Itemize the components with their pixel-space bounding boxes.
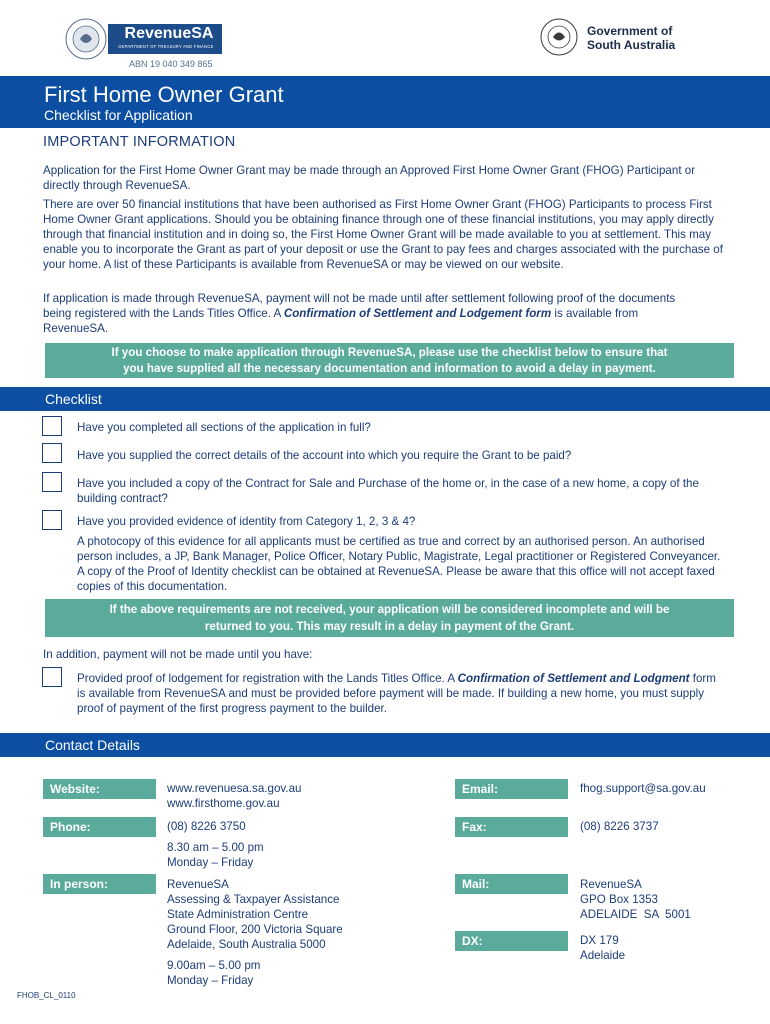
checkbox-account-details[interactable]	[42, 443, 62, 463]
page-subtitle: Checklist for Application	[44, 107, 193, 123]
checklist-item-2: Have you supplied the correct details of the account into which you require the Grant to be paid?	[77, 449, 572, 462]
important-para-3	[43, 291, 703, 336]
contact-band	[0, 733, 770, 757]
settlement-form-name: Confirmation of Settlement and Lodgement form	[283, 307, 552, 320]
checklist-heading: Checklist	[45, 391, 102, 407]
lodgment-form-name: Confirmation of Settlement and Lodgment	[457, 672, 690, 685]
email-link[interactable]: fhog.support@sa.gov.au	[580, 782, 706, 795]
government-seal-icon	[539, 17, 579, 57]
mail-line-1: RevenueSA	[580, 878, 642, 891]
inperson-value	[167, 877, 343, 988]
para-3-text-end: is available from RevenueSA.	[43, 307, 639, 335]
phone-value	[167, 819, 264, 870]
dx-label: DX:	[455, 931, 568, 951]
gov-line-2: South Australia	[587, 38, 676, 52]
item-5-text-end: form is available from RevenueSA and must be provided before payment will be made. If building a new home, you must supply proof of payment of the first progress payment to the builder.	[77, 672, 716, 715]
website-value	[167, 781, 301, 811]
abn: ABN 19 040 349 865	[129, 59, 213, 69]
mail-value	[580, 877, 691, 922]
phone-label: Phone:	[43, 817, 156, 837]
inperson-line-3: State Administration Centre	[167, 908, 309, 921]
email-label: Email:	[455, 779, 568, 799]
notice-line-1: If you choose to make application through RevenueSA, please use the checklist below to ensure that	[111, 346, 668, 359]
government-logo	[539, 17, 699, 57]
item-5-text: Provided proof of lodgement for registration with the Lands Titles Office. A	[77, 672, 458, 685]
checklist-band	[0, 387, 770, 411]
revenuesa-logo	[64, 17, 224, 61]
fax-number: (08) 8226 3737	[580, 820, 659, 833]
checkbox-contract-copy[interactable]	[42, 472, 62, 492]
mail-label: Mail:	[455, 874, 568, 894]
checklist-item-4: Have you provided evidence of identity from Category 1, 2, 3 & 4?	[77, 515, 416, 528]
inperson-line-5: Adelaide, South Australia 5000	[167, 938, 326, 951]
brand-name: RevenueSA	[124, 25, 214, 42]
fax-label: Fax:	[455, 817, 568, 837]
incomplete-warning	[45, 599, 734, 637]
checklist-item-5	[77, 671, 717, 716]
brand-tagline: DEPARTMENT OF TREASURY AND FINANCE	[118, 44, 214, 49]
dx-value	[580, 933, 625, 963]
inperson-line-1: RevenueSA	[167, 878, 229, 891]
addition-text: In addition, payment will not be made until you have:	[43, 648, 313, 661]
inperson-days: Monday – Friday	[167, 974, 254, 987]
website-label: Website:	[43, 779, 156, 799]
mail-line-2: GPO Box 1353	[580, 893, 658, 906]
title-band	[0, 76, 770, 128]
important-para-2: There are over 50 financial institutions that have been authorised as First Home Owner Grant (FHOG) Participants to process First Home Owner Grant applications. Should you be obtaining finance through one of these financial institutions, you may apply directly through that financial institution and in doing so, the First Home Owner Grant will be made available to you at settlement. This may enable you to incorporate the Grant as part of your deposit or use the Grant to pay fees and charges associated with the purchase of your home. A list of these Participants is available from RevenueSA or may be viewed on our website.	[43, 198, 723, 271]
checklist-item-3: Have you included a copy of the Contract for Sale and Purchase of the home or, in the case of a new home, a copy of the building contract?	[77, 477, 699, 505]
phone-days: Monday – Friday	[167, 856, 254, 869]
warning-line-1: If the above requirements are not received, your application will be considered incomplete and will be	[109, 603, 670, 616]
inperson-line-4: Ground Floor, 200 Victoria Square	[167, 923, 343, 936]
dx-line-1: DX 179	[580, 934, 619, 947]
fax-value	[580, 819, 659, 834]
checkbox-evidence-identity[interactable]	[42, 510, 62, 530]
para-3-text: If application is made through RevenueSA, payment will not be made until after settlement following proof of the documents being registered with the Lands Titles Office. A	[43, 292, 676, 320]
page-title: First Home Owner Grant	[44, 82, 284, 107]
website-link-firsthome[interactable]: www.firsthome.gov.au	[167, 797, 280, 810]
mail-line-3: ADELAIDE SA 5001	[580, 908, 691, 921]
inperson-label: In person:	[43, 874, 156, 894]
inperson-line-2: Assessing & Taxpayer Assistance	[167, 893, 340, 906]
phone-hours: 8.30 am – 5.00 pm	[167, 841, 264, 854]
dx-line-2: Adelaide	[580, 949, 626, 962]
checkbox-proof-lodgement[interactable]	[42, 667, 62, 687]
email-value	[580, 781, 706, 796]
form-code: FHOB_CL_0110	[17, 991, 76, 1000]
important-para-1: Application for the First Home Owner Grant may be made through an Approved First Home Owner Grant (FHOG) Participant or directly through RevenueSA.	[43, 164, 696, 192]
notice-line-2: you have supplied all the necessary documentation and information to avoid a delay in payment.	[123, 362, 656, 375]
application-notice	[45, 343, 734, 378]
checklist-item-4-note: A photocopy of this evidence for all applicants must be certified as true and correct by an authorised person. An authorised person includes, a JP, Bank Manager, Police Officer, Notary Public, Magistrate, Legal practitioner or Registered Conveyancer. A copy of the Proof of Identity checklist can be obtained at RevenueSA. Please be aware that this office will not accept faxed copies of this documentation.	[77, 535, 721, 593]
contact-heading: Contact Details	[45, 737, 140, 753]
website-link-revenuesa[interactable]: www.revenuesa.sa.gov.au	[167, 782, 302, 795]
inperson-hours: 9.00am – 5.00 pm	[167, 959, 261, 972]
warning-line-2: returned to you. This may result in a delay in payment of the Grant.	[204, 620, 575, 633]
gov-line-1: Government of	[587, 24, 673, 38]
phone-number: (08) 8226 3750	[167, 820, 246, 833]
important-heading: IMPORTANT INFORMATION	[43, 134, 236, 150]
checkbox-complete-sections[interactable]	[42, 416, 62, 436]
checklist-item-1: Have you completed all sections of the application in full?	[77, 421, 371, 434]
